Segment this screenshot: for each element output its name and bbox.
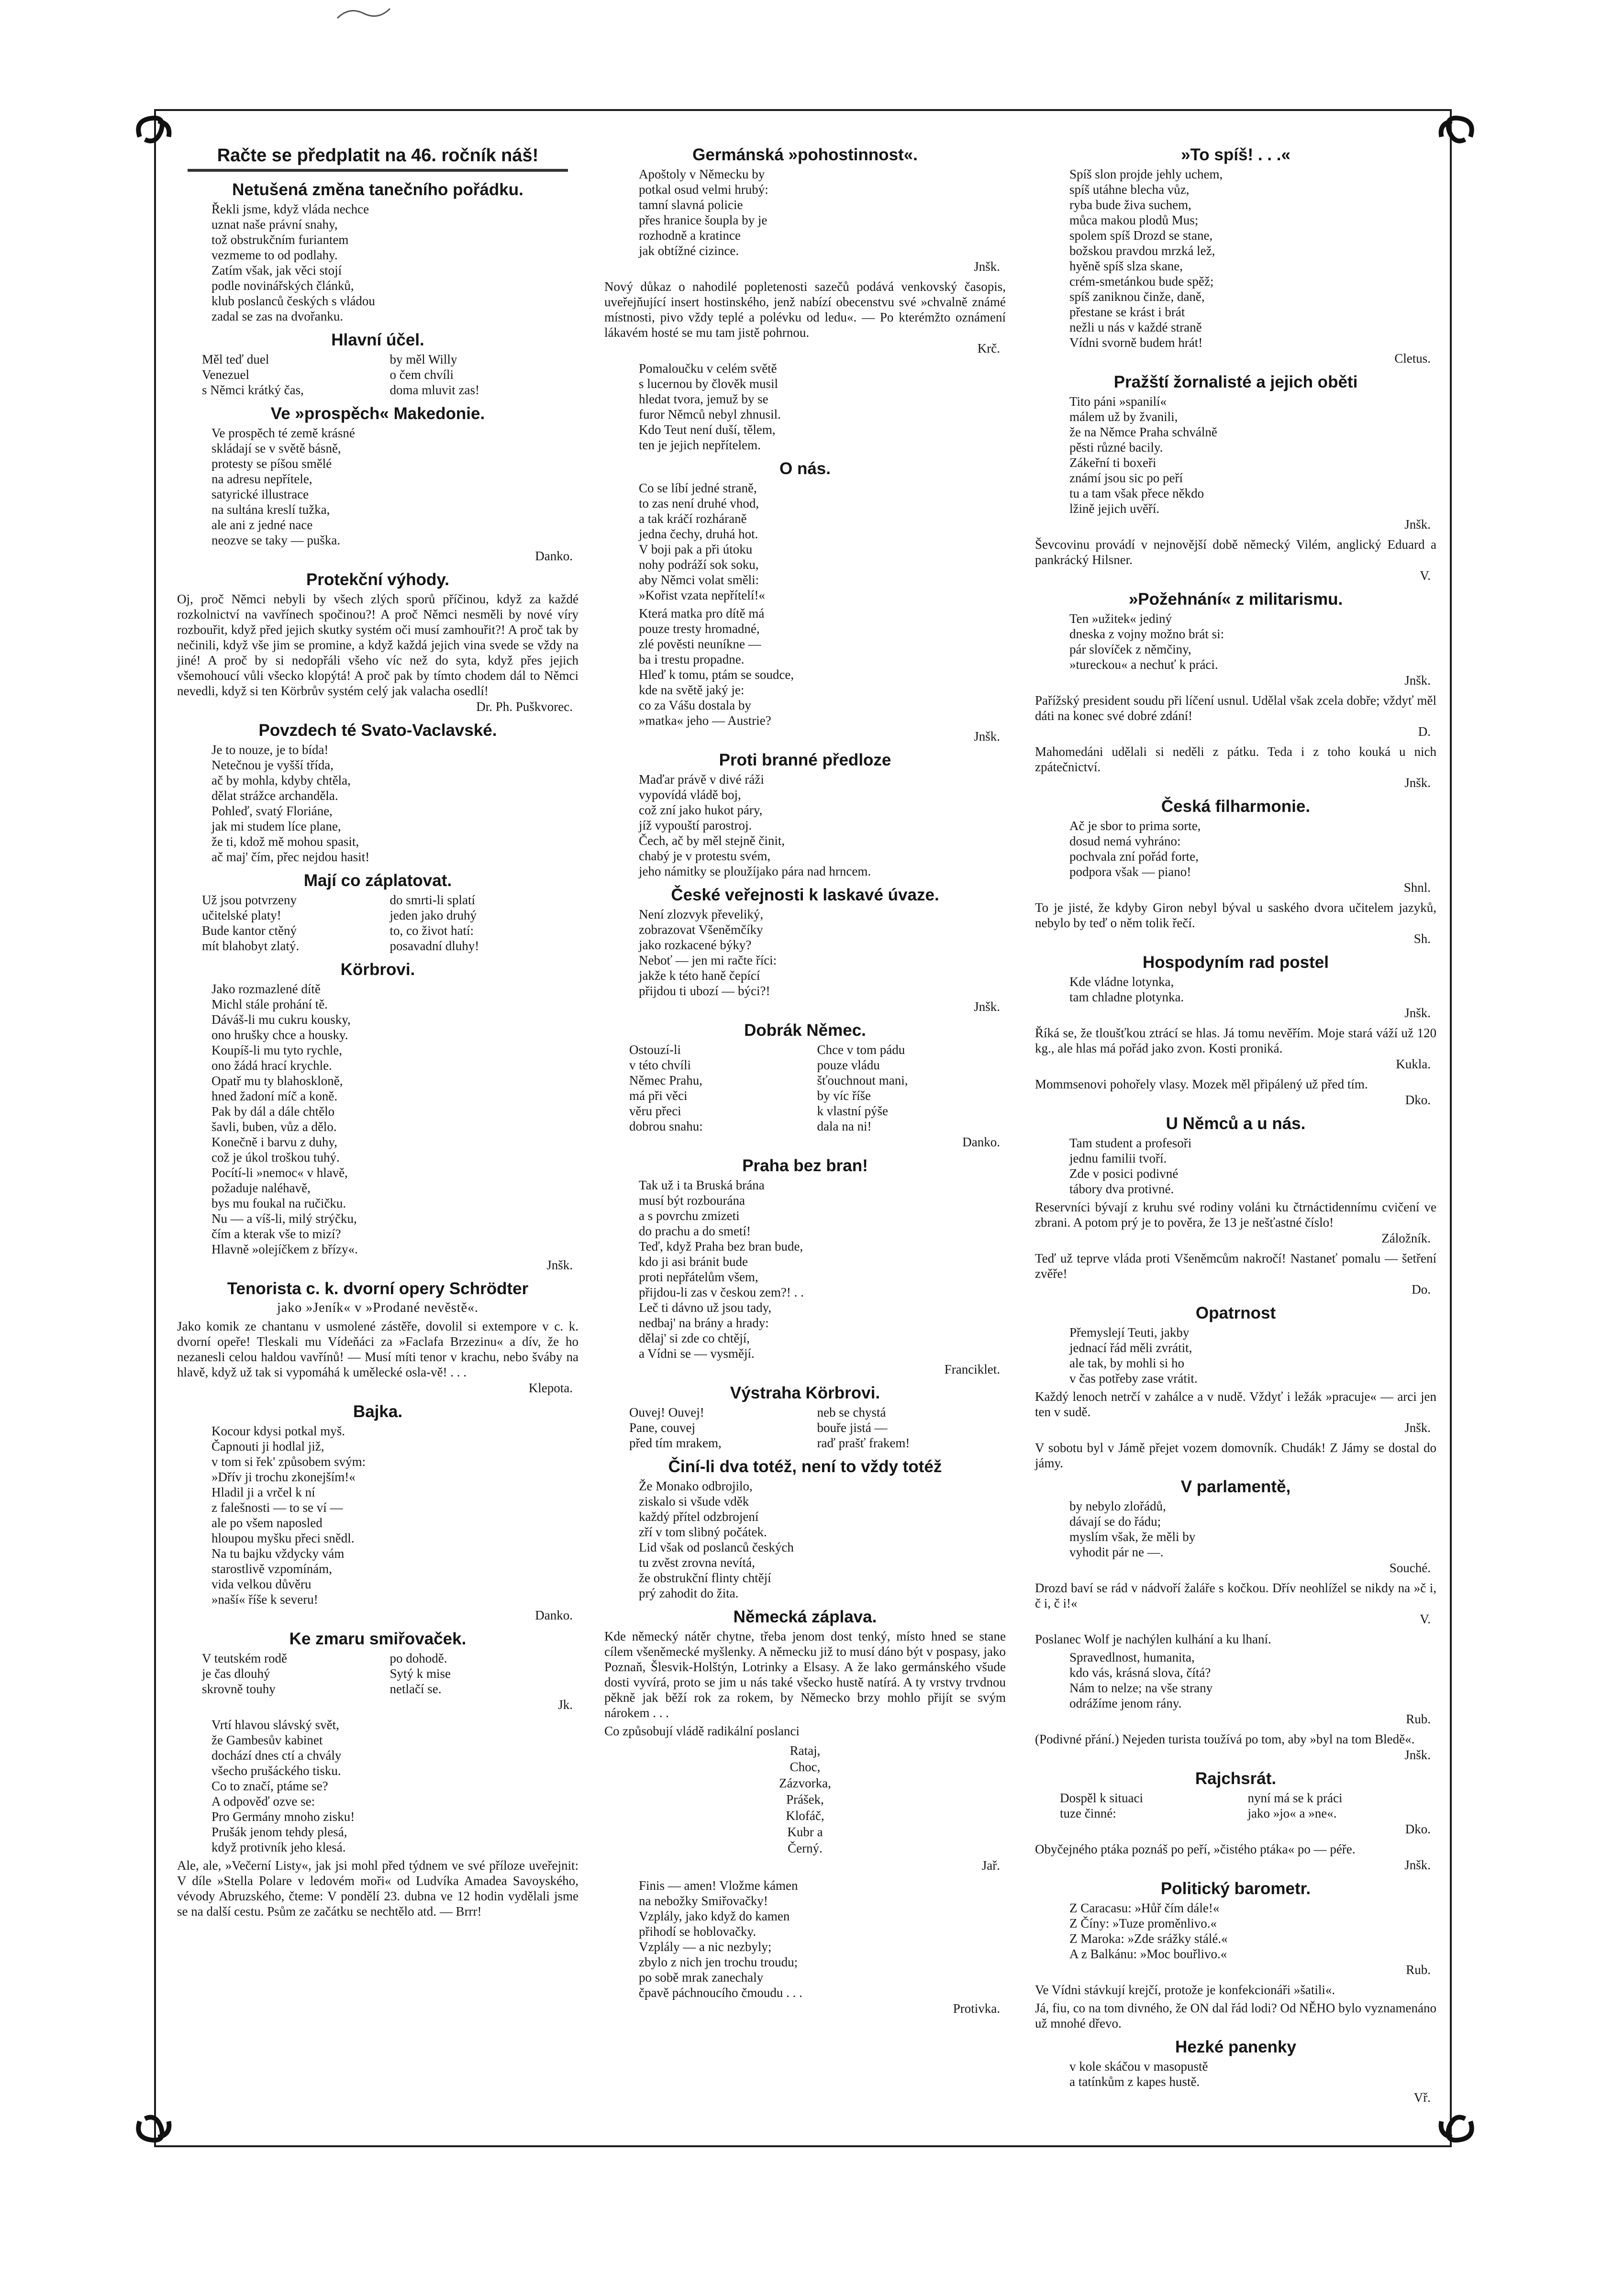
divider <box>188 169 568 172</box>
article-title: České veřejnosti k laskavé úvaze. <box>671 886 939 904</box>
article-title: Körbrovi. <box>340 960 415 979</box>
verse-right: by měl Willy o čem chvíli doma mluvit zas! <box>389 352 479 397</box>
author-signature: Protivka. <box>953 2001 1000 2016</box>
author-signature: Záložník. <box>1381 1231 1431 1245</box>
verse-right: do smrti-li splatí jeden jako druhý to, co život hatí: posavadní dluhy! <box>389 893 479 953</box>
author-signature: Krč. <box>977 341 1000 355</box>
poem: Apoštoly v Německu by potkal osud velmi hrubý: tamní slavná policie přes hranice šoupla by je rozhodně a kratince jak obtížné cizince. <box>639 167 768 258</box>
two-column-verse <box>629 1042 1005 1134</box>
author-signature: Souché. <box>1389 1561 1431 1575</box>
poem: Spíš slon projde jehly uchem, spíš utáhne blecha vůz, ryba bude živa suchem, můca makou plodů Mus; spolem spíš Drozd se stane, božskou pravdou mrzká lež, hyěně spíš slza skane, crém-smetánkou bude spěž; spíš zaniknou činže, daně, přestane se krást i brát nežli u nás v každé straně Vídni svorně budem hrát! <box>1069 167 1223 350</box>
poem: Ve prospěch té země krásné skládají se v světě básně, protesty se píšou smělé na adresu nepřítele, satyrické illustrace na sultána kreslí tužka, ale ani z jedné nace neozve se taky — puška. <box>211 426 355 547</box>
poem: Přemyslejí Teuti, jakby jednací řád měli zvrátit, ale tak, by mohli si ho v čas potřeby zase vrátit. <box>1069 1325 1198 1386</box>
article-text: Říká se, že tloušťkou ztrácí se hlas. Já tomu nevěřím. Moje stará váží už 120 kg., ale hlas má pořád jako zvon. Kosti proniká. <box>1035 1026 1436 1055</box>
article-text: Ševcovinu provádí v nejnovější době německý Vilém, anglický Eduard a pankrácký Hilsner. <box>1035 537 1436 567</box>
author-signature: Cletus. <box>1394 351 1431 366</box>
two-column-verse <box>202 352 578 398</box>
article-text: Já, fiu, co na tom divného, že ON dal řád lodi? Od NĚHO bylo vyznamenáno už mnohé dřevo. <box>1035 2001 1436 2030</box>
article-title: Dobrák Němec. <box>744 1021 866 1040</box>
article-title: Germánská »pohostinnost«. <box>692 145 918 164</box>
scribble-mark-icon <box>335 4 392 23</box>
article-text: Co způsobují vládě radikální poslanci <box>604 1724 800 1738</box>
article-text: Ale, ale, »Večerní Listy«, jak jsi mohl před týdnem ve své příloze uveřejnit: V díle »Stella Polare v ledovém moři« od Ludvíka Amadea Savoyského, vévody Abruzského, čteme: V pondělí 23. dubna ve 12 hodin vydělali jsme se na další cestu. Psům ze začátku se nechtělo atd. — Brrr! <box>177 1858 578 1919</box>
author-signature: Jnšk. <box>1404 517 1431 532</box>
article-text: Mommsenovi pohořely vlasy. Mozek měl připálený už před tím. <box>1035 1077 1368 1091</box>
article-title: Povzdech té Svato-Vaclavské. <box>258 721 497 740</box>
article-text: Nový důkaz o nahodilé popletenosti sazečů podává venkovský časopis, uveřejňující insert hostinského, jenž nabízí obecenstvu své »chvalně známé místnosti, pivo vždy teplé a polévku od ledu«. — Po kterémžto oznámení lákavém hosté se mu tam jistě pohrnou. <box>604 279 1006 340</box>
two-column-verse <box>1060 1790 1435 1821</box>
author-signature: Jnšk. <box>546 1258 573 1272</box>
article-title: Ve »prospěch« Makedonie. <box>270 404 485 423</box>
poem: Jako rozmazlené dítě Michl stále prohání tě. Dáváš-li mu cukru kousky, ono hrušky chce a housky. Koupíš-li mu tyto rychle, ono žádá hrací krychle. Opatř mu ty blahoskloně, hned žadoní míč a koně. Pak by dál a dále chtělo šavli, buben, vůz a dělo. Konečně i barvu z duhy, což je úkol troškou tuhý. Pocítí-li »nemoc« v hlavě, požaduje naléhavě, bys mu foukal na ručičku. Nu — a víš-li, milý strýčku, čím a kterak vše to mizí? Hlavně »olejíčkem z břízy«. <box>211 982 358 1256</box>
column-3 <box>1031 139 1440 2110</box>
author-signature: Jnšk. <box>974 729 1000 743</box>
article-title: Hlavní účel. <box>331 331 424 349</box>
article-text: Pařížský president soudu při líčení usnul. Udělal však zcela dobře; vždyť měl dáti na konec své dobré zdání! <box>1035 693 1436 723</box>
article-title: »To spíš! . . .« <box>1181 145 1290 164</box>
poem: Pomaloučku v celém světě s lucernou by člověk musil hledat tvora, jemuž by se furor Němců nebyl zhnusil. Kdo Teut není duší, tělem, ten je jejich nepřítelem. <box>639 361 781 452</box>
author-signature: Dko. <box>1405 1093 1431 1107</box>
poem: Ač je sbor to prima sorte, dosud nemá vyhráno: pochvala zní pořád forte, podpora však — piano! <box>1069 819 1201 879</box>
article-subtitle: jako »Jeník« v »Prodané nevěstě«. <box>277 1300 479 1315</box>
author-signature: Jnšk. <box>974 999 1000 1014</box>
author-signature: Jnšk. <box>1404 776 1431 790</box>
article-title: Tenorista c. k. dvorní opery Schrödter <box>227 1279 529 1298</box>
verse-right: nyní má se k práci jako »jo« a »ne«. <box>1247 1791 1343 1820</box>
article-title: V parlamentě, <box>1180 1477 1291 1496</box>
author-signature: Danko. <box>962 1135 1000 1149</box>
article-title: Hezké panenky <box>1175 2038 1296 2056</box>
article-title: Činí-li dva totéž, není to vždy totéž <box>668 1457 942 1476</box>
verse-left: Měl teď duel Venezuel s Němci krátký čas, <box>202 352 304 397</box>
poem: Vrtí hlavou slávský svět, že Gambesův kabinet dochází dnes ctí a chvály všecho prušáckého tisku. Co to značí, ptáme se? A odpověď ozve se: Pro Germány mnoho zisku! Prušák jenom tehdy plesá, když protivník jeho klesá. <box>211 1718 355 1854</box>
author-signature: Jnšk. <box>1404 1748 1431 1762</box>
verse-left: Ostouzí-li v této chvíli Němec Prahu, má při věci věru přeci dobrou snahu: <box>629 1043 703 1133</box>
verse-left: Dospěl k situaci tuze činné: <box>1060 1791 1143 1820</box>
article-text: To je jisté, že kdyby Giron nebyl býval u saského dvora učitelem jazyků, nebylo by teď o něm tolik řečí. <box>1035 900 1436 930</box>
verse-right: neb se chystá bouře jistá — raď prašť frakem! <box>817 1405 910 1450</box>
author-signature: Jnšk. <box>1404 1420 1431 1435</box>
author-signature: Jnšk. <box>1404 1858 1431 1872</box>
author-signature: Dko. <box>1405 1822 1431 1836</box>
author-signature: Shnl. <box>1403 880 1431 895</box>
article-text: Obyčejného ptáka poznáš po peří, »čistého ptáka« po — péře. <box>1035 1842 1356 1856</box>
verse-left: Už jsou potvrzeny učitelské platy! Bude kantor ctěný mít blahobyt zlatý. <box>202 893 300 953</box>
column-1 <box>173 139 582 1922</box>
article-title: Bajka. <box>353 1402 403 1421</box>
author-signature: Jnšk. <box>1404 1006 1431 1020</box>
corner-ornament-icon <box>129 2100 182 2153</box>
author-signature: V. <box>1420 1612 1431 1626</box>
author-signature: Kukla. <box>1396 1057 1431 1071</box>
article-text: Jako komik ze chantanu v usmolené zástěře, dovolil si extempore v c. k. dvorní opeře! Tleskali mu Vídeňáci za »Faclafa Brzezinu« a dív, že ho nezanesli celou haldou vavřínů! — Musí míti tenor v krachu, nebo šváby na hlavě, když už tak si vypomáhá k umělecké osla-vě! . . . <box>177 1319 578 1379</box>
author-signature: Sh. <box>1413 932 1431 946</box>
author-signature: Rub. <box>1406 1712 1431 1726</box>
poem: Není zlozvyk převeliký, zobrazovat Všeněmčíky jako rozkacené býky? Neboť — jen mi račte říci: jakže k této haně čepící přijdou ti ubozí — býci?! <box>639 907 777 998</box>
article-title: Praha bez bran! <box>742 1156 868 1175</box>
article-title: Politický barometr. <box>1160 1879 1311 1898</box>
poem: Je to nouze, je to bída! Netečnou je vyšší třída, ač by mohla, kdyby chtěla, dělat strážce archanděla. Pohleď, svatý Floriáne, jak mi studem líce plane, že ti, kdož mě mohou spasit, ač maj' čím, přec nejdou hasit! <box>211 743 370 864</box>
author-signature: Do. <box>1412 1282 1431 1297</box>
verse-left: Ouvej! Ouvej! Pane, couvej před tím mrakem, <box>629 1405 722 1450</box>
verse-left: V teutském rodě je čas dlouhý skrovně touhy <box>202 1651 287 1696</box>
article-text: Mahomedáni udělali si neděli z pátku. Teda i z toho kouká u nich zpátečnictví. <box>1035 744 1436 774</box>
article-title: Netušená změna tanečního pořádku. <box>232 180 523 199</box>
author-signature: Danko. <box>535 1608 573 1622</box>
article-title: Protekční výhody. <box>306 570 449 589</box>
column-2 <box>601 139 1010 2021</box>
article-text: (Podivné přání.) Nejeden turista toužívá po tom, aby »byl na tom Bledě«. <box>1035 1732 1415 1746</box>
article-text: Drozd baví se rád v nádvoří žaláře s kočkou. Dřív neohlížel se nikdy na »č i, č i, č i!« <box>1035 1581 1436 1610</box>
two-column-verse <box>202 892 578 954</box>
article-text: Kde německý nátěr chytne, třeba jenom dost tenký, místo hned se stane cílem všeněmecké myšlenky. A německu již to musí dáno být v pospasy, jako Poznaň, Šlesvik-Holštýn, Lotrinky a Elsasy. A že lako germánského všude dosti vyvírá, proto se jim u nás také všecko hustě natírá. A ty vrstvy trvdnou pěkně jak běží rok za rokem, by Německo brzy mohlo přijít se svým nárokem . . . <box>604 1629 1006 1720</box>
two-column-verse <box>629 1405 1005 1451</box>
article-title: Česká filharmonie. <box>1161 797 1311 816</box>
author-signature: Jnšk. <box>974 259 1000 274</box>
poem: Tak už i ta Bruská brána musí být rozbourána a s povrchu zmizeti do prachu a do smetí! Teď, když Praha bez bran bude, kdo ji asi bránit bude proti nepřátelům všem, přijdou-li zas v českou zem?! . . Leč ti dávno už jsou tady, nedbaj' na brány a hrady: dělaj' si zde co chtějí, a Vídni se — vysmějí. <box>639 1178 804 1361</box>
author-signature: Vř. <box>1413 2090 1431 2105</box>
article-text: Poslanec Wolf je nachýlen kulhání a ku lhaní. <box>1035 1632 1271 1646</box>
poem: Co se líbí jedné straně, to zas není druhé vhod, a tak kráčí rozháraně jedna čechy, druhá hot. V boji pak a při útoku nohy podráží sok soku, aby Němci volat směli: »Kořist vzata nepřítelí!« <box>639 481 765 602</box>
poem: Řekli jsme, když vláda nechce uznat naše právní snahy, tož obstrukčním furiantem vezmeme to od podlahy. Zatím však, jak věci stojí podle novinářských článků, klub poslanců českých s vládou zadal se zas na dvořanku. <box>211 202 375 323</box>
article-title: O nás. <box>779 459 831 478</box>
article-title: »Požehnání« z militarismu. <box>1128 590 1343 609</box>
author-signature: Franciklet. <box>944 1362 1000 1376</box>
author-signature: Jk. <box>558 1697 573 1712</box>
author-signature: Jnšk. <box>1404 673 1431 688</box>
poem: Tito páni »spanilí« málem už by žvanili, že na Němce Praha schválně pěsti různé bacily. Zákeřní ti boxeři známí jsou sic po peří tu a tam však přece někdo lžině jejich uvěří. <box>1069 394 1217 516</box>
poem: Spravedlnost, humanita, kdo vás, krásná slova, čítá? Nám to nelze; na vše strany odrážíme jenom rány. <box>1069 1650 1213 1710</box>
article-text: Každý lenoch netrčí v zahálce a v nudě. Vždyť i ležák »pracuje« — arci jen ten v sudě. <box>1035 1389 1436 1419</box>
author-signature: D. <box>1418 724 1431 739</box>
poem: Která matka pro dítě má pouze tresty hromadné, zlé pověsti neuníkne — ba i trestu propadne. Hleď k tomu, ptám se soudce, kde na světě jaký je: co za Vášu dostala by »matka« jeho — Austrie? <box>639 606 794 728</box>
poem: Ten »užitek« jediný dneska z vojny možno brát si: pár slovíček z němčiny, »tureckou« a nechuť k práci. <box>1069 611 1224 672</box>
subscribe-banner: Račte se předplatit na 46. ročník náš! <box>217 145 539 166</box>
article-title: Ke zmaru smiřovaček. <box>289 1630 467 1648</box>
article-text: Reservníci bývají z kruhu své rodiny voláni ku čtrnáctidennímu cvičení ve zbrani. A potom prý je to pověra, že 13 je nešťastné číslo! <box>1035 1200 1436 1230</box>
article-text: V sobotu byl v Jámě přejet vozem domovník. Chudák! Z Jámy se dostal do jámy. <box>1035 1441 1436 1470</box>
article-title: Pražští žornalisté a jejich oběti <box>1113 373 1358 391</box>
author-signature: Dr. Ph. Puškvorec. <box>476 699 573 714</box>
article-title: U Němců a u nás. <box>1166 1114 1306 1133</box>
article-title: Hospodyním rad postel <box>1143 953 1329 972</box>
author-signature: V. <box>1420 568 1431 583</box>
verse-right: po dohodě. Sytý k mise netlačí se. <box>389 1651 451 1696</box>
poem: Maďar právě v divé ráži vypovídá vládě boj, což zní jako hukot páry, jíž vypouští parostroj. Čech, ač by měl stejně činit, chabý je v protestu svém, jeho námitky se ploužíjako pára nad hrncem. <box>639 772 871 878</box>
poem: Kde vládne lotynka, tam chladne plotynka. <box>1069 975 1184 1004</box>
poem: Že Monako odbrojilo, ziskalo si všude vděk každý přítel odzbrojení zří v tom slibný počátek. Lid však od poslanců českých tu zvěst zrovna nevítá, že obstrukční flinty chtějí prý zahodit do žita. <box>639 1479 794 1600</box>
two-column-verse <box>202 1651 578 1697</box>
poem: Kocour kdysi potkal myš. Čapnouti ji hodlal již, v tom si řek' způsobem svým: »Dřív ji trochu zkonejším!« Hladil ji a vrčel k ní z falešnosti — to se ví — ale po všem naposled hloupou myšku přeci snědl. Na tu bajku vždycky vám starostlivě vzpomínám, vida velkou důvěru »naší« říše k severu! <box>211 1424 366 1607</box>
article-title: Výstraha Körbrovi. <box>730 1384 880 1402</box>
author-signature: Rub. <box>1406 1963 1431 1977</box>
poem: v kole skáčou v masopustě a tatínkům z kapes hustě. <box>1069 2059 1208 2089</box>
poem: Z Caracasu: »Hůř čím dále!« Z Číny: »Tuze proměnlivo.« Z Maroka: »Zde srážky stálé.« A z Balkánu: »Moc bouřlivo.« <box>1069 1901 1228 1961</box>
poem: by nebylo zlořádů, dávají se do řádu; myslím však, že měli by vyhodit pár ne —. <box>1069 1499 1196 1559</box>
article-title: Německá záplava. <box>733 1608 877 1626</box>
article-text: Ve Vídni stávkují krejčí, protože je konfekcionáři »šatili«. <box>1035 1983 1335 1997</box>
names-list: Rataj, Choc, Zázvorka, Prášek, Klofáč, Kubr a Černý. <box>779 1743 831 1855</box>
article-title: Proti branné předloze <box>719 751 891 769</box>
article-title: Rajchsrát. <box>1195 1769 1277 1788</box>
article-text: Teď už teprve vláda proti Všeněmcům nakročí! Nastaneť pomalu — šetření zvěře! <box>1035 1251 1436 1281</box>
author-signature: Klepota. <box>528 1381 573 1395</box>
article-title: Opatrnost <box>1195 1304 1276 1322</box>
poem: Finis — amen! Vložme kámen na nebožky Smiřovačky! Vzplály, jako když do kamen přihodí se hoblovačky. Vzplály — a nic nezbyly; zbylo z nich jen trochu troudu; po sobě mrak zanechaly čpavě páchnoucího čmoudu . . . <box>639 1878 802 2000</box>
author-signature: Danko. <box>535 549 573 563</box>
poem: Tam student a profesoři jednu familii tvoří. Zde v posici podivné tábory dva protivné. <box>1069 1136 1192 1196</box>
author-signature: Jař. <box>981 1858 1000 1873</box>
article-text: Oj, proč Němci nebyli by všech zlých sporů příčinou, když za každé rozkolnictví na vavřínech spočinou?! A proč Němci nesměli by nové víry rozbouřit, když před jejich skutky systém oči musí zamhouřit?! A proč tak by nečinili, když vše jim se promine, a když každá jejich vina svede se vždy na jiné! A proč by si nedopřáli všeho víc než do syta, když přes jejich všemohoucí vůli všecko klopýtá! A proč pak by tímto chodem dál to Němci nevedli, když si ten Körbrův systém celý jak valacha osedlí! <box>177 592 578 698</box>
article-title: Mají co záplatovat. <box>303 871 452 890</box>
verse-right: Chce v tom pádu pouze vládu šťouchnout mani, by víc říše k vlastní pýše dala na ni! <box>817 1043 908 1133</box>
